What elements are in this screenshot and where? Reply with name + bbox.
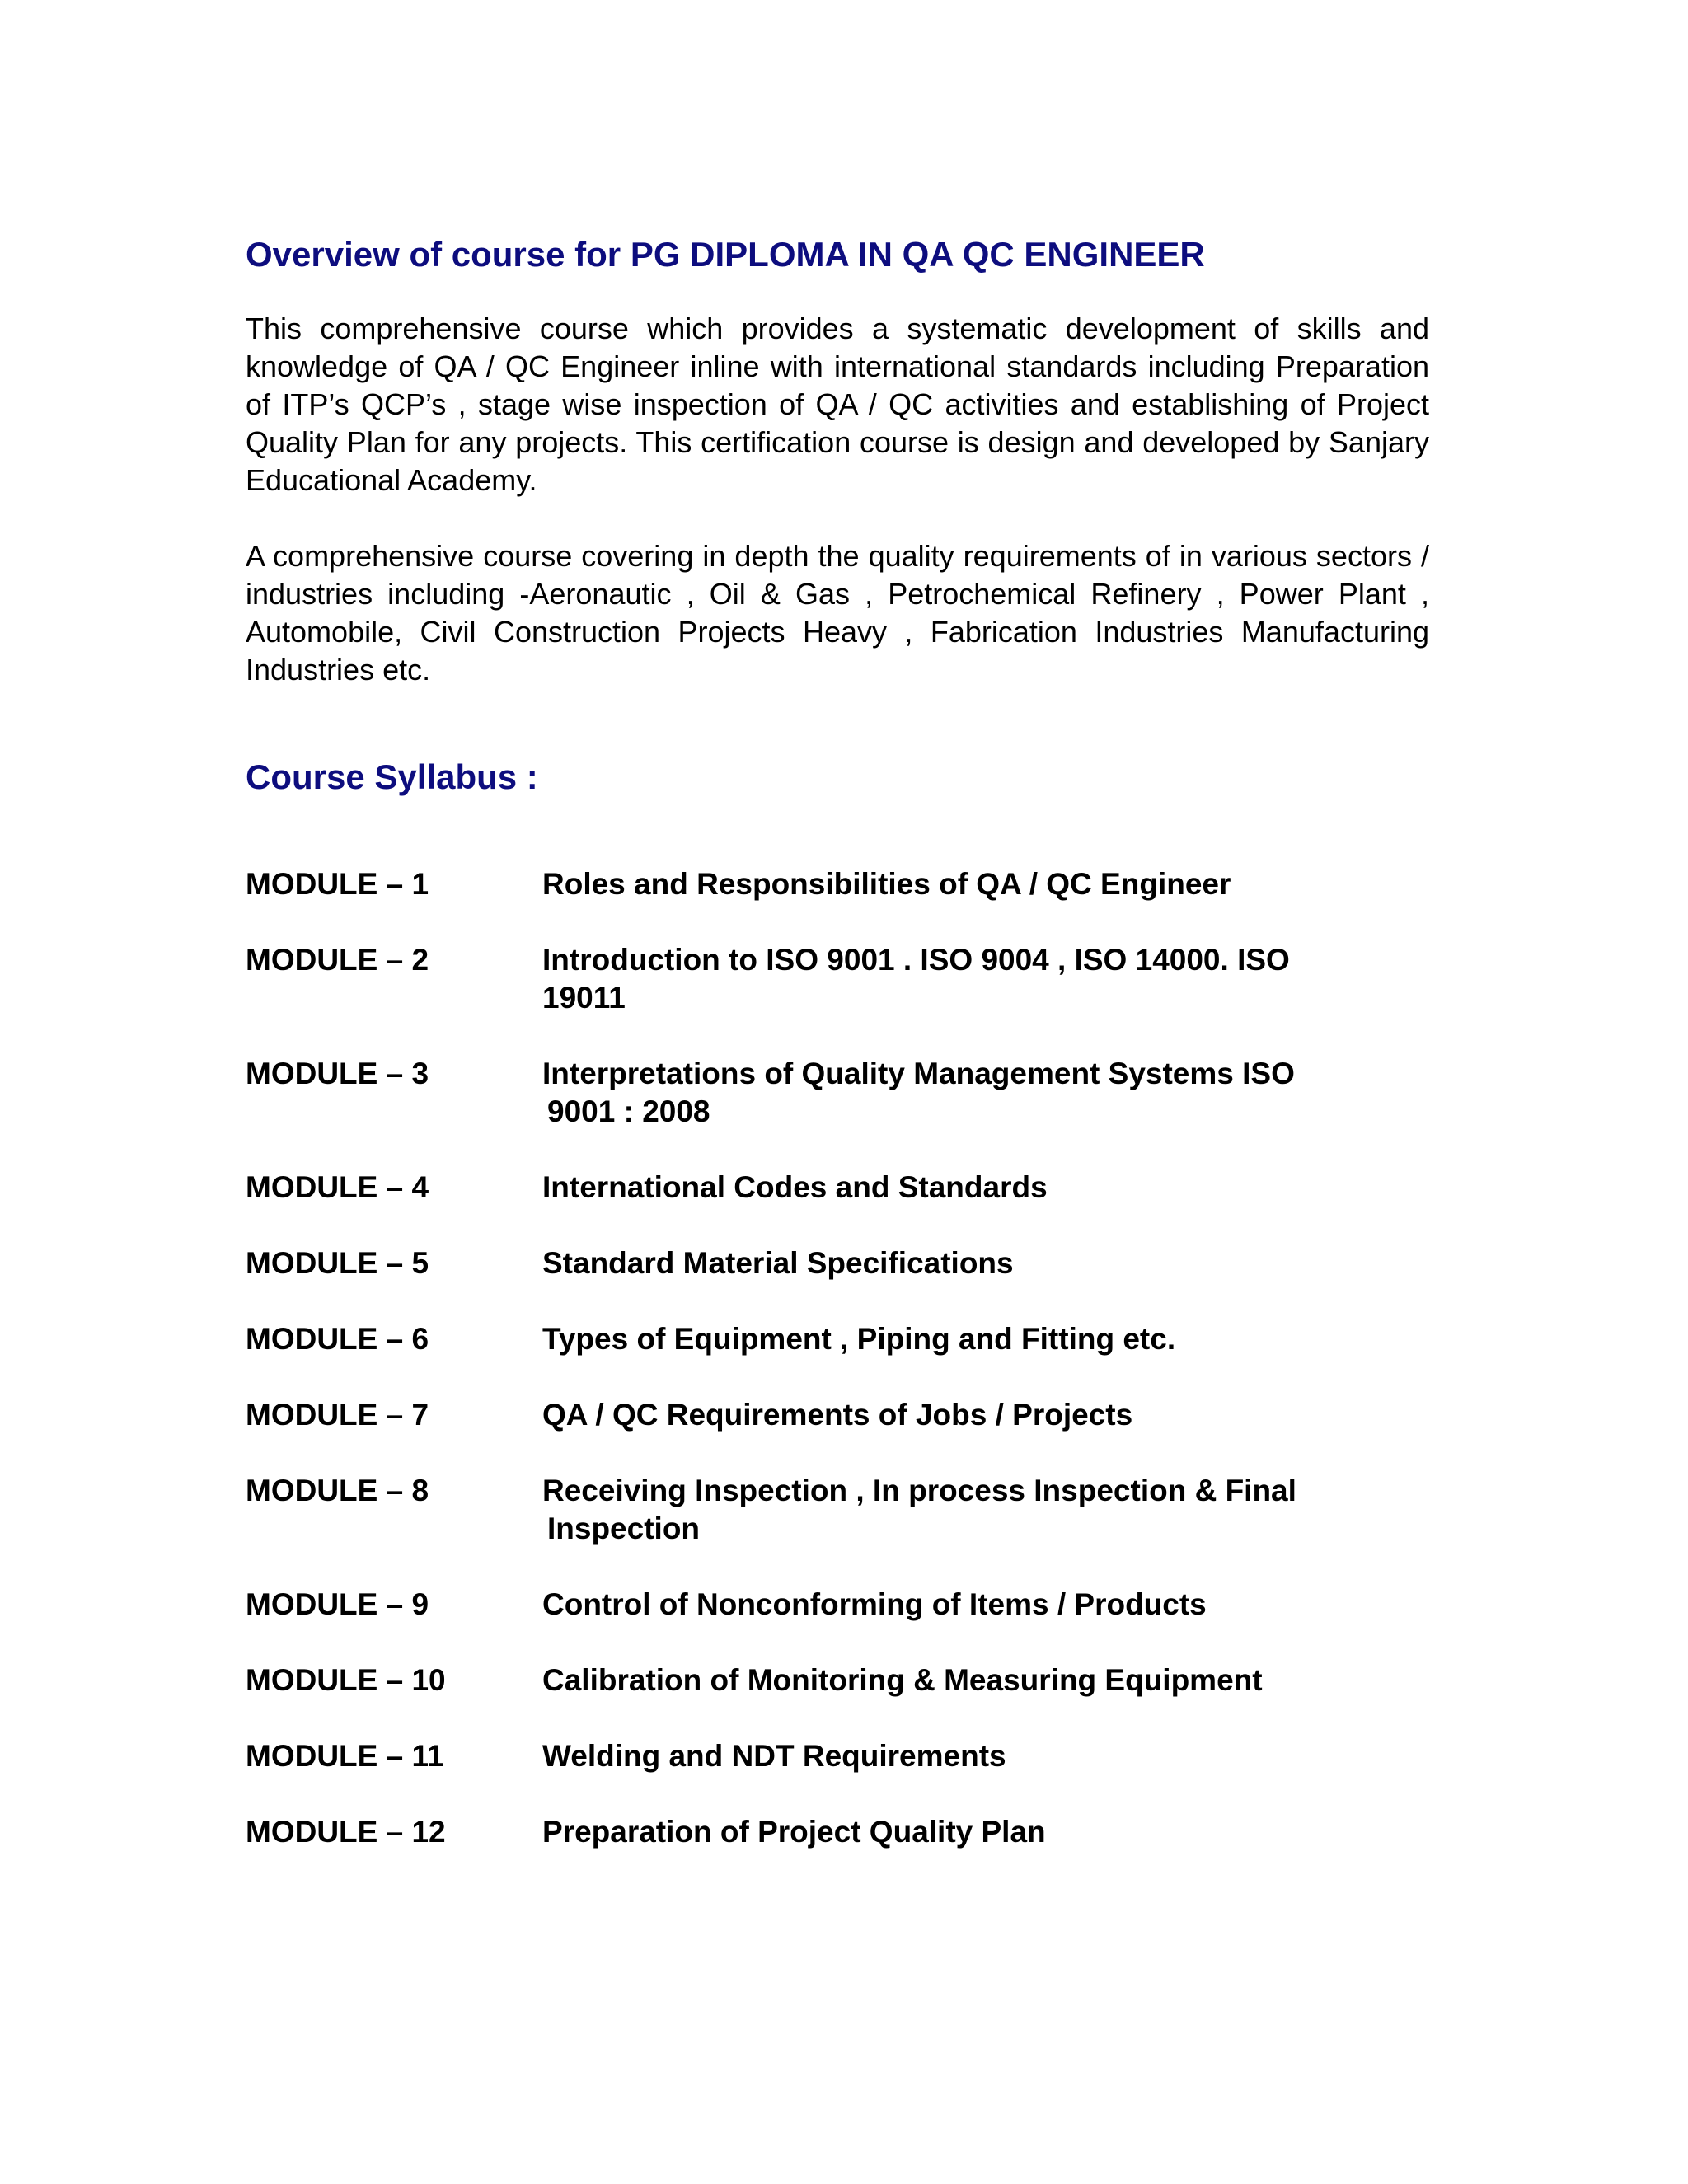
module-title: Control of Nonconforming of Items / Products	[542, 1587, 1207, 1621]
module-title: Standard Material Specifications	[542, 1246, 1014, 1280]
module-label: MODULE – 5	[246, 1246, 429, 1280]
module-item-5	[246, 1244, 1429, 1282]
module-item-1	[246, 865, 1429, 903]
module-label: MODULE – 11	[246, 1739, 444, 1773]
module-item-7	[246, 1396, 1429, 1434]
module-title: Receiving Inspection , In process Inspection & Final Inspection	[542, 1474, 1296, 1545]
module-title: International Codes and Standards	[542, 1170, 1048, 1204]
module-label: MODULE – 9	[246, 1587, 429, 1621]
module-title: Preparation of Project Quality Plan	[542, 1815, 1046, 1849]
module-item-6	[246, 1320, 1429, 1358]
module-title: Welding and NDT Requirements	[542, 1739, 1006, 1773]
module-label: MODULE – 12	[246, 1815, 446, 1849]
module-label: MODULE – 1	[246, 867, 429, 901]
module-label: MODULE – 8	[246, 1474, 429, 1507]
module-label: MODULE – 10	[246, 1663, 446, 1697]
module-item-9	[246, 1586, 1429, 1624]
module-item-12	[246, 1813, 1429, 1851]
intro-paragraph: This comprehensive course which provides a systematic development of skills and knowledge of QA / QC Engineer inline with international standards including Preparation of ITP’s QCP’s , stage wise inspection of QA / QC activities and establishing of Project Quality Plan for any projects. This certification course is design and developed by Sanjary Educational Academy.	[246, 312, 1429, 497]
module-label: MODULE – 7	[246, 1398, 429, 1432]
module-item-3	[246, 1055, 1429, 1131]
module-item-8	[246, 1472, 1429, 1548]
module-title: Roles and Responsibilities of QA / QC Engineer	[542, 867, 1231, 901]
module-list	[246, 865, 1429, 1851]
module-title: Interpretations of Quality Management Systems ISO 9001 : 2008	[542, 1057, 1295, 1128]
page-title: Overview of course for PG DIPLOMA IN QA QC ENGINEER	[246, 235, 1205, 274]
module-label: MODULE – 6	[246, 1322, 429, 1356]
module-item-2	[246, 941, 1429, 1017]
module-title: Types of Equipment , Piping and Fitting etc.	[542, 1322, 1176, 1356]
syllabus-heading: Course Syllabus :	[246, 757, 538, 796]
module-item-4	[246, 1169, 1429, 1207]
module-title: QA / QC Requirements of Jobs / Projects	[542, 1398, 1133, 1432]
sectors-paragraph: A comprehensive course covering in depth the quality requirements of in various sectors / industries including -Aeronautic , Oil & Gas , Petrochemical Refinery , Power Plant , Automobile, Civil Construction Projects Heavy , Fabrication Industries Manufacturing Industries etc.	[246, 539, 1429, 687]
module-item-11	[246, 1737, 1429, 1775]
module-title: Introduction to ISO 9001 . ISO 9004 , ISO 14000. ISO 19011	[542, 943, 1290, 1015]
module-item-10	[246, 1661, 1429, 1699]
module-label: MODULE – 3	[246, 1057, 429, 1090]
module-title: Calibration of Monitoring & Measuring Equipment	[542, 1663, 1263, 1697]
module-label: MODULE – 2	[246, 943, 429, 977]
document-page	[246, 232, 1429, 1889]
module-label: MODULE – 4	[246, 1170, 429, 1204]
